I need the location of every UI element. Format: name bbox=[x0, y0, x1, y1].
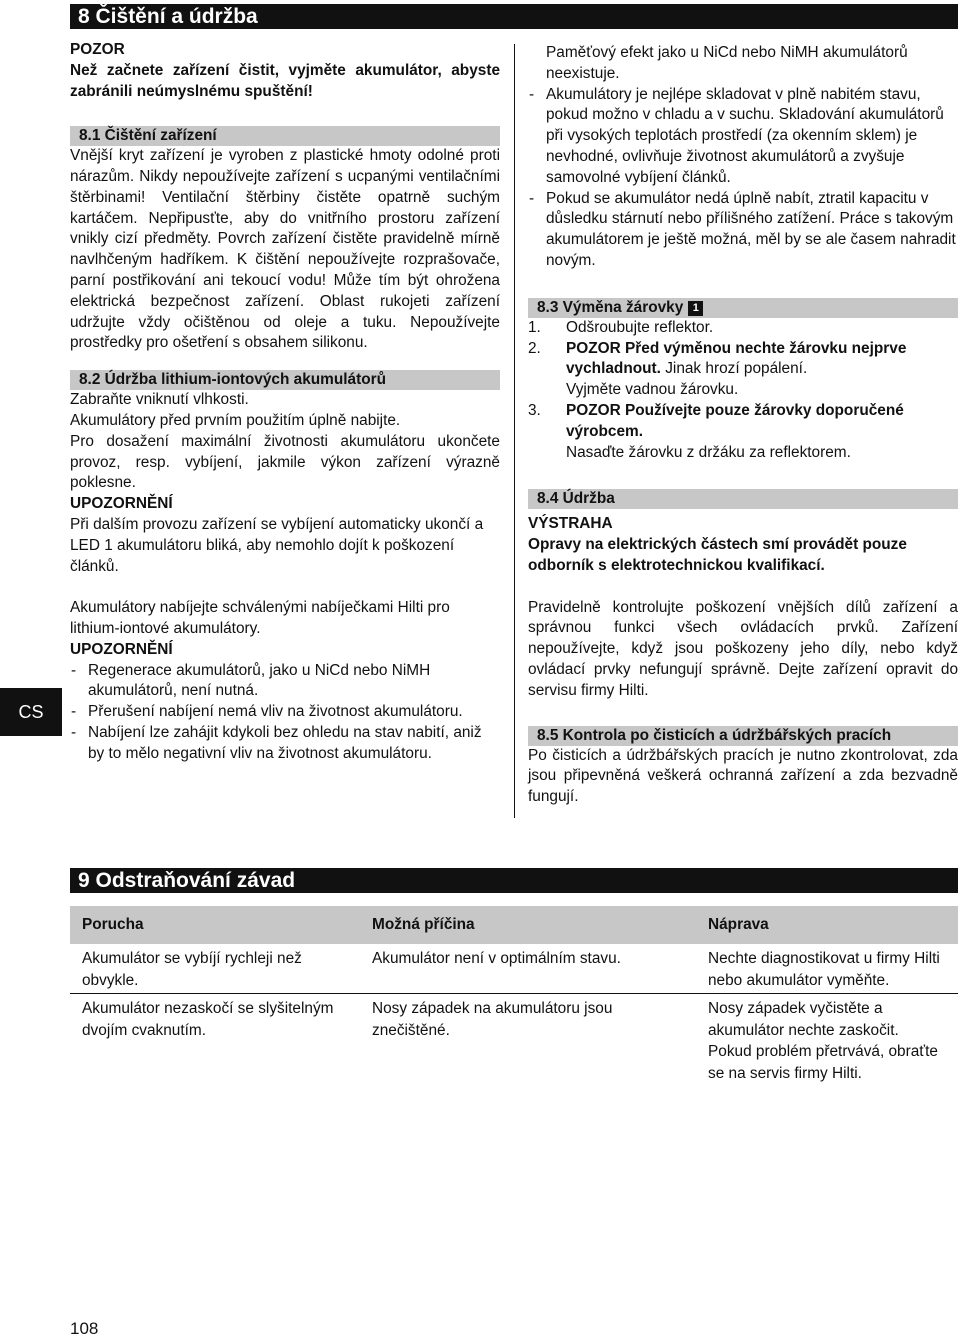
notice-label: UPOZORNĚNÍ bbox=[70, 640, 173, 658]
s82-line: Akumulátory před prvním použitím úplně nabijte. bbox=[70, 411, 401, 429]
step-number: 3. bbox=[528, 401, 541, 419]
notice-list-continued bbox=[528, 85, 958, 272]
step-number bbox=[528, 380, 566, 401]
notice-text: Při dalším provozu zařízení se vybíjení automaticky ukončí a LED 1 akumulátoru bliká, aby nemohlo dojít k poškození článků. bbox=[70, 515, 484, 575]
table-cell: Nechte diagnostikovat u firmy Hilti nebo akumulátor vyměňte. bbox=[708, 950, 940, 989]
step-plain: Jinak hrozí popálení. bbox=[660, 360, 808, 378]
table-cell: Nosy západek vyčistěte a akumulátor nechte zaskočit. Pokud problém přetrvává, obraťte se na servis firmy Hilti. bbox=[696, 994, 958, 1087]
table-row bbox=[70, 994, 958, 1087]
table-cell: Akumulátor nezaskočí se slyšitelným dvojím cvaknutím. bbox=[70, 994, 360, 1087]
step-bold: POZOR Používejte pouze žárovky doporučené výrobcem. bbox=[566, 401, 904, 440]
list-item: - Regenerace akumulátorů, jako u NiCd nebo NiMH akumulátorů, není nutná. bbox=[70, 661, 500, 703]
header-fault: Porucha bbox=[70, 906, 360, 944]
step-plain: Odšroubujte reflektor. bbox=[566, 318, 714, 336]
header-remedy: Náprava bbox=[696, 906, 958, 944]
right-column bbox=[528, 43, 958, 808]
page-number: 108 bbox=[70, 1319, 99, 1338]
step-plain: Nasaďte žárovku z držáku za reflektorem. bbox=[566, 443, 851, 461]
figure-marker: 1 bbox=[688, 301, 703, 316]
step-item bbox=[528, 339, 958, 381]
step-number bbox=[528, 443, 566, 464]
language-tab: CS bbox=[0, 688, 62, 736]
section-8-4-text: Pravidelně kontrolujte poškození vnějších dílů zařízení a správnou funkci všech ovládacích prvků. Zařízení nepoužívejte, když jsou poškozeny jeho díly, nebo když ovládací prvky nefungují správně. Dejte zařízení opravit do servisu firmy Hilti. bbox=[528, 598, 958, 699]
section-8-3-heading bbox=[528, 298, 958, 318]
continued-text: Paměťový efekt jako u NiCd nebo NiMH akumulátorů neexistuje. bbox=[546, 44, 908, 82]
warning-text: Opravy na elektrických částech smí provádět pouze odborník s elektrotechnickou kvalifikací. bbox=[528, 536, 907, 574]
step-text bbox=[566, 318, 713, 339]
table-header-row bbox=[70, 906, 958, 944]
step-plain: Vyjměte vadnou žárovku. bbox=[566, 381, 739, 399]
table-row bbox=[70, 944, 958, 994]
list-item: - Nabíjení lze zahájit kdykoli bez ohledu na stav nabití, aniž by to mělo negativní vliv na životnost akumulátoru. bbox=[70, 723, 500, 765]
chapter-8-title: 8 Čištění a údržba bbox=[70, 4, 958, 29]
caution-text: Než začnete zařízení čistit, vyjměte akumulátor, abyste zabránili neúmyslnému spuštění! bbox=[70, 61, 500, 100]
steps-list bbox=[528, 318, 958, 464]
step-text bbox=[566, 401, 958, 443]
charge-text: Akumulátory nabíjejte schválenými nabíječkami Hilti pro lithium-iontové akumulátory. bbox=[70, 599, 450, 637]
step-number: 2. bbox=[528, 339, 541, 357]
table-cell: Akumulátor není v optimálním stavu. bbox=[372, 950, 621, 967]
step-item bbox=[528, 443, 958, 464]
caution-label: POZOR bbox=[70, 41, 125, 58]
header-cause: Možná příčina bbox=[360, 906, 696, 944]
step-item bbox=[528, 380, 958, 401]
step-text bbox=[566, 380, 738, 401]
list-item: - Přerušení nabíjení nemá vliv na životnost akumulátoru. bbox=[70, 702, 500, 723]
table-cell: Nosy západek na akumulátoru jsou znečištěné. bbox=[360, 994, 696, 1087]
step-bold: POZOR Před výměnou nechte žárovku nejprve vychladnout. bbox=[566, 339, 907, 378]
section-8-3-title: 8.3 Výměna žárovky bbox=[537, 298, 684, 316]
list-item: - Akumulátory je nejlépe skladovat v plně nabitém stavu, pokud možno v chladu a v suchu. Skladování akumulátorů při vysokých teplotách prostředí (za okenním sklem) je nevhodné, ovlivňuje životnost akumulátorů a zvyšuje samovolné vybíjení článků. bbox=[528, 85, 958, 189]
notice-label: UPOZORNĚNÍ bbox=[70, 495, 173, 513]
section-8-1-heading: 8.1 Čištění zařízení bbox=[70, 126, 500, 146]
section-8-1-text: Vnější kryt zařízení je vyroben z plastické hmoty odolné proti nárazům. Nikdy nepoužívejte zařízení s ucpanými ventilačními štěrbinami! Ventilační štěrbiny čistěte opatrně suchým kartáčem. Nepřipusťte, aby do vnitřního prostoru zařízení vnikly cizí předměty. Povrch zařízení čistěte pravidelně mírně navlhčeným hadříkem. K čištění nepoužívejte rozprašovače, parní postřikování ani tekoucí vodu! Může tím být ohrožena elektrická bezpečnost zařízení. Oblast rukojeti zařízení udržujte vždy očištěnou od oleje a tuku. Nepoužívejte prostředky pro ošetření s obsahem silikonu. bbox=[70, 147, 500, 352]
step-number: 1. bbox=[528, 318, 541, 336]
left-column bbox=[70, 40, 500, 765]
section-8-5-heading: 8.5 Kontrola po čisticích a údržbářských pracích bbox=[528, 726, 958, 746]
troubleshooting-table bbox=[70, 906, 958, 1086]
step-item bbox=[528, 318, 958, 339]
s82-line: Pro dosažení maximální životnosti akumulátoru ukončete provoz, resp. vybíjení, jakmile výkon zařízení výrazně poklesne. bbox=[70, 432, 500, 492]
column-divider bbox=[514, 44, 515, 818]
section-8-2-heading: 8.2 Údržba lithium-iontových akumulátorů bbox=[70, 370, 500, 390]
step-text bbox=[566, 443, 851, 464]
table-cell: Akumulátor se vybíjí rychleji než obvykle. bbox=[82, 950, 302, 989]
chapter-9-title: 9 Odstraňování závad bbox=[70, 868, 958, 893]
s82-line: Zabraňte vniknutí vlhkosti. bbox=[70, 391, 249, 409]
notice-list bbox=[70, 661, 500, 765]
step-text bbox=[566, 339, 958, 381]
warning-label: VÝSTRAHA bbox=[528, 515, 613, 533]
step-item bbox=[528, 401, 958, 443]
section-8-4-heading: 8.4 Údržba bbox=[528, 489, 958, 509]
section-8-5-text: Po čisticích a údržbářských pracích je nutno zkontrolovat, zda jsou připevněná veškerá ochranná zařízení a zda bezvadně fungují. bbox=[528, 746, 958, 806]
list-item: - Pokud se akumulátor nedá úplně nabít, ztratil kapacitu v důsledku stárnutí nebo přílišného zatížení. Práce s takovým akumulátorem je ještě možná, měl by se ale časem nahradit novým. bbox=[528, 189, 958, 272]
